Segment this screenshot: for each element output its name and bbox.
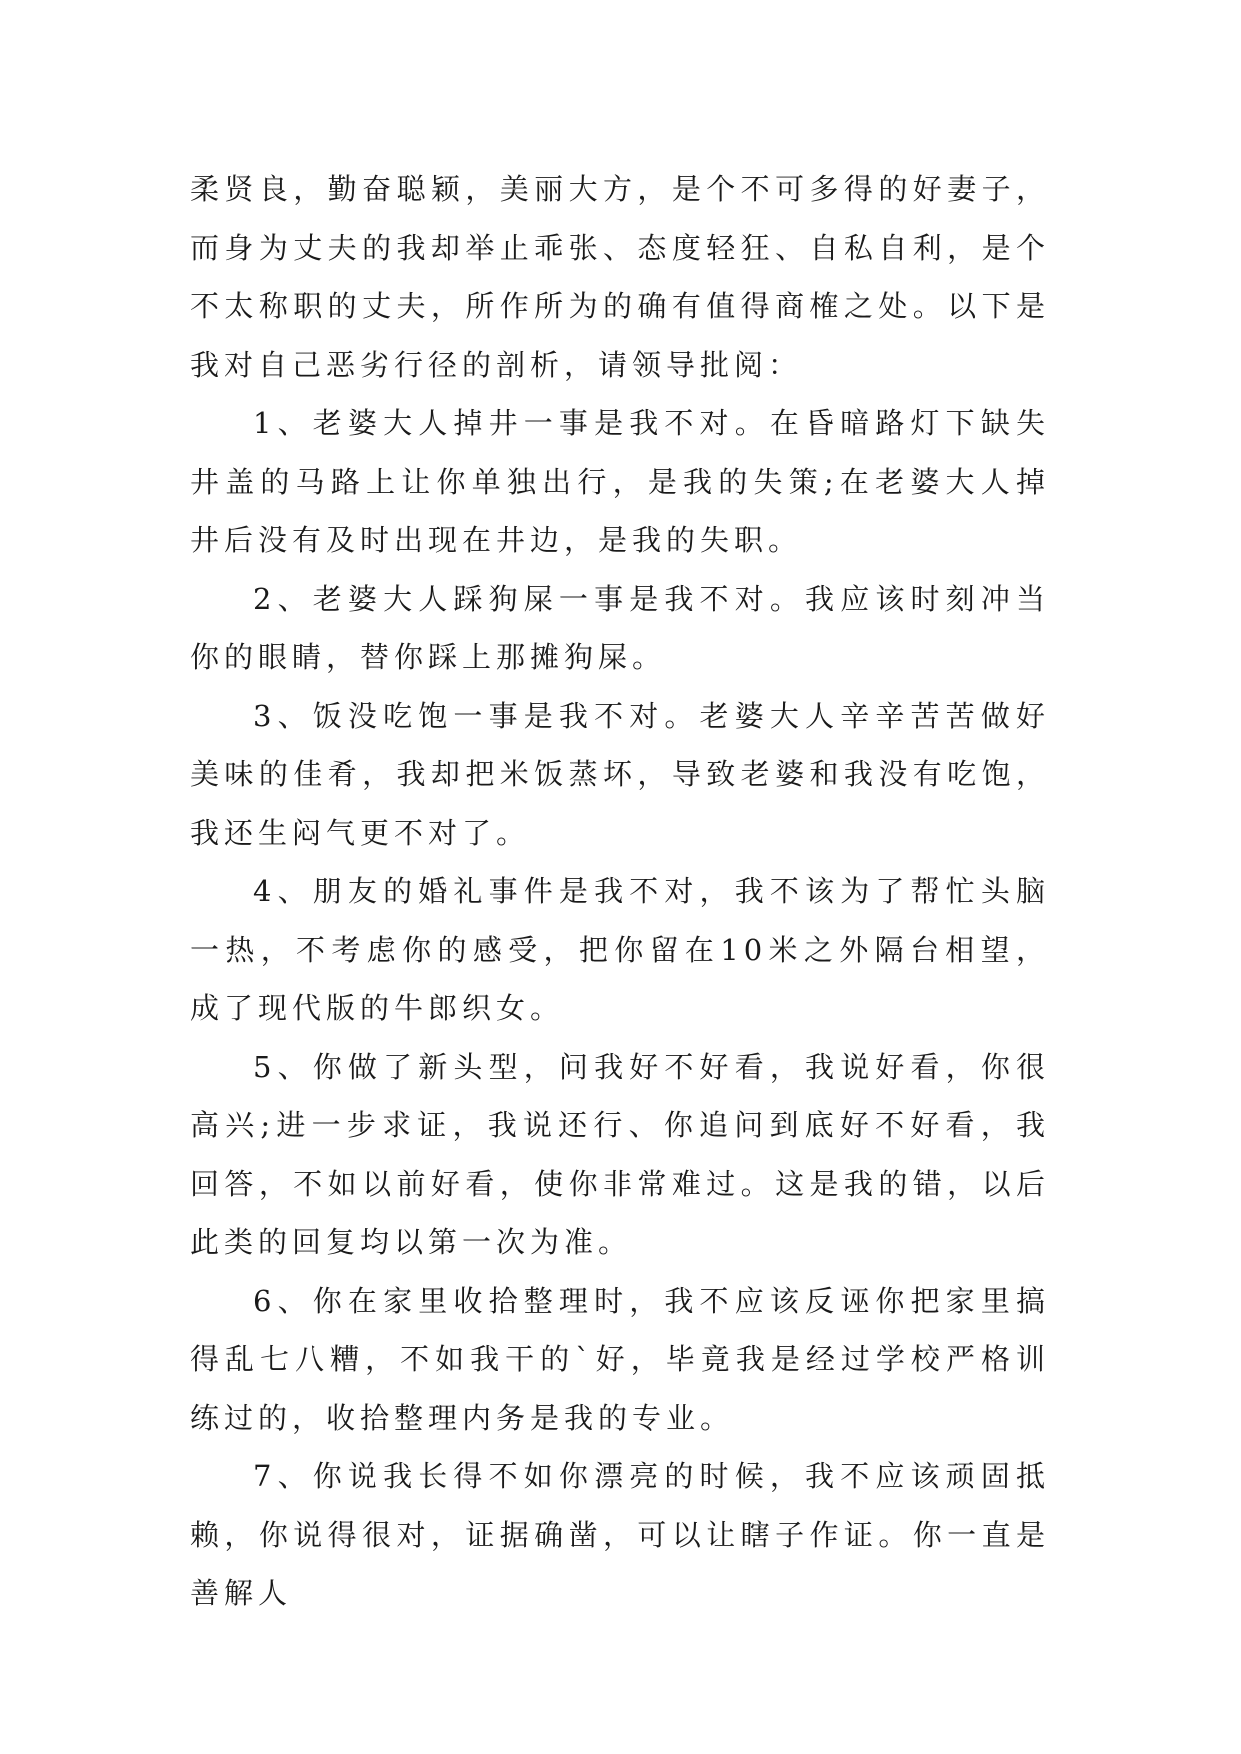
paragraph-item-1: 1、老婆大人掉井一事是我不对。在昏暗路灯下缺失井盖的马路上让你单独出行，是我的失策;在老婆大人掉井后没有及时出现在井边，是我的失职。 — [190, 406, 1050, 557]
paragraph-item-2: 2、老婆大人踩狗屎一事是我不对。我应该时刻冲当你的眼睛，替你踩上那摊狗屎。 — [190, 581, 1050, 674]
paragraph-item-3: 3、饭没吃饱一事是我不对。老婆大人辛辛苦苦做好美味的佳肴，我却把米饭蒸坏，导致老婆和我没有吃饱，我还生闷气更不对了。 — [190, 698, 1050, 850]
document-body — [190, 160, 1050, 1623]
paragraph-item-7: 7、你说我长得不如你漂亮的时候，我不应该顽固抵赖，你说得很对，证据确凿，可以让瞎子作证。你一直是善解人 — [190, 1459, 1050, 1610]
paragraph-item-4: 4、朋友的婚礼事件是我不对，我不该为了帮忙头脑一热，不考虑你的感受，把你留在10米之外隔台相望，成了现代版的牛郎织女。 — [190, 874, 1050, 1025]
paragraph-item-6: 6、你在家里收拾整理时，我不应该反诬你把家里搞得乱七八糟，不如我干的`好，毕竟我是经过学校严格训练过的，收拾整理内务是我的专业。 — [190, 1283, 1050, 1435]
paragraph-item-5: 5、你做了新头型，问我好不好看，我说好看，你很高兴;进一步求证，我说还行、你追问到底好不好看，我回答，不如以前好看，使你非常难过。这是我的错，以后此类的回复均以第一次为准。 — [190, 1049, 1050, 1259]
paragraph-continuation: 柔贤良，勤奋聪颖，美丽大方，是个不可多得的好妻子，而身为丈夫的我却举止乖张、态度轻狂、自私自利，是个不太称职的丈夫，所作所为的确有值得商榷之处。以下是我对自己恶劣行径的剖析，请领导批阅： — [190, 172, 1050, 382]
